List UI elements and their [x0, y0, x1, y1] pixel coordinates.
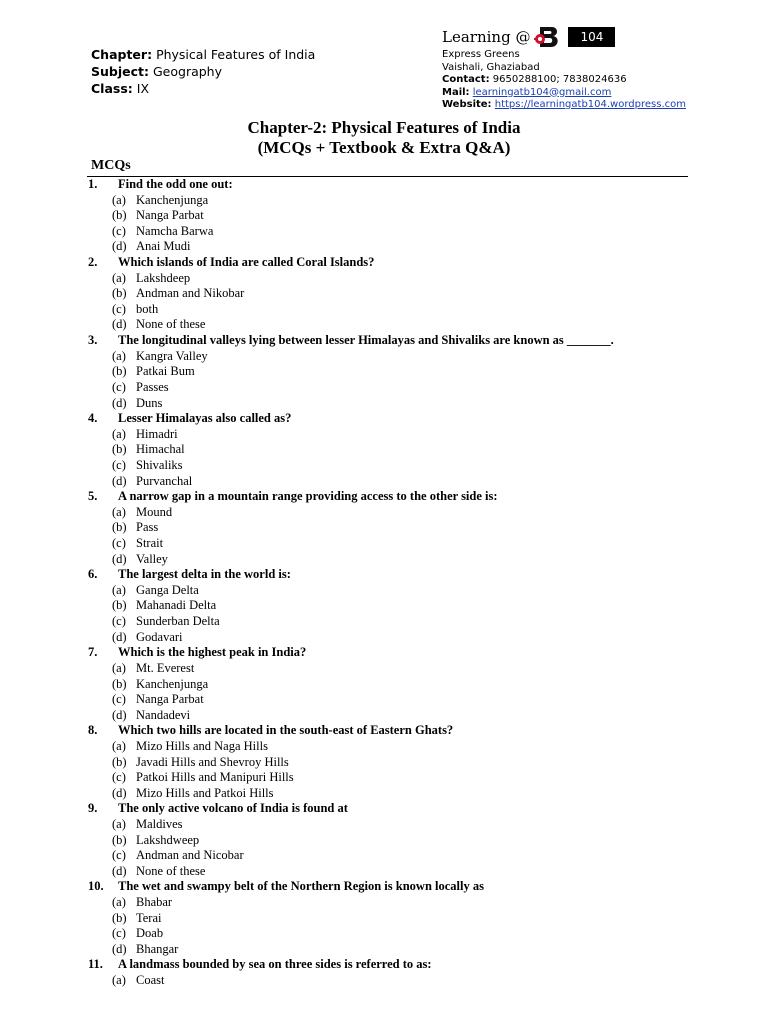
website-row	[442, 99, 686, 112]
question-text: A landmass bounded by sea on three sides is referred to as:	[118, 957, 432, 972]
question-text: The wet and swampy belt of the Northern Region is known locally as	[118, 879, 484, 894]
option-label: (a)	[112, 973, 126, 988]
option-label: (a)	[112, 426, 126, 441]
option-text: Himadri	[136, 426, 178, 441]
option-text: Pass	[136, 520, 159, 535]
option-label: (b)	[112, 520, 127, 535]
option-row	[88, 708, 688, 724]
option-label: (a)	[112, 895, 126, 910]
option-row	[88, 520, 688, 536]
option-label: (d)	[112, 395, 127, 410]
option-row	[88, 536, 688, 552]
option-row	[88, 661, 688, 677]
option-text: Andman and Nikobar	[136, 286, 245, 301]
option-text: Mahanadi Delta	[136, 598, 217, 613]
option-label: (d)	[112, 317, 127, 332]
title-line-1: Chapter-2: Physical Features of India	[247, 118, 521, 137]
option-row	[88, 770, 688, 786]
option-row	[88, 317, 688, 333]
contact-label: Contact:	[442, 74, 490, 85]
option-text: Godavari	[136, 629, 183, 644]
option-label: (d)	[112, 629, 127, 644]
option-text: None of these	[136, 863, 206, 878]
option-row	[88, 817, 688, 833]
question-row	[88, 177, 688, 193]
question-text: The largest delta in the world is:	[118, 567, 291, 582]
option-label: (d)	[112, 239, 127, 254]
question-row	[88, 411, 688, 427]
question-number: 10.	[88, 879, 104, 894]
option-text: Kanchenjunga	[136, 676, 209, 691]
option-row	[88, 552, 688, 568]
option-label: (a)	[112, 270, 126, 285]
option-text: Javadi Hills and Shevroy Hills	[136, 754, 289, 769]
option-text: Patkai Bum	[136, 364, 195, 379]
question-row	[88, 801, 688, 817]
option-text: Nanga Parbat	[136, 208, 204, 223]
option-label: (a)	[112, 504, 126, 519]
option-row	[88, 942, 688, 958]
question-number: 6.	[88, 567, 98, 582]
class-label: Class:	[91, 81, 133, 96]
option-row	[88, 442, 688, 458]
question-number: 8.	[88, 723, 98, 738]
option-text: Lakshdeep	[136, 270, 191, 285]
option-text: Passes	[136, 379, 169, 394]
question-row	[88, 489, 688, 505]
option-label: (c)	[112, 223, 126, 238]
option-row	[88, 427, 688, 443]
title-line-2: (MCQs + Textbook & Extra Q&A)	[257, 138, 511, 157]
class-value: IX	[136, 81, 150, 96]
question-row	[88, 333, 688, 349]
option-label: (b)	[112, 364, 127, 379]
question-number: 11.	[88, 957, 103, 972]
subject-label: Subject:	[91, 64, 149, 79]
question-text: Which islands of India are called Coral Islands?	[118, 255, 375, 270]
question-text: A narrow gap in a mountain range providing access to the other side is:	[118, 489, 498, 504]
option-row	[88, 786, 688, 802]
option-label: (b)	[112, 598, 127, 613]
option-label: (c)	[112, 379, 126, 394]
option-text: Patkoi Hills and Manipuri Hills	[136, 770, 294, 785]
option-text: Himachal	[136, 442, 185, 457]
website-label: Website:	[442, 99, 492, 110]
option-row	[88, 911, 688, 927]
option-text: Doab	[136, 926, 164, 941]
option-label: (c)	[112, 301, 126, 316]
mail-row	[442, 87, 686, 100]
mail-link[interactable]: learningatb104@gmail.com	[472, 86, 612, 98]
option-row	[88, 302, 688, 318]
option-row	[88, 224, 688, 240]
option-row	[88, 271, 688, 287]
option-text: Mizo Hills and Patkoi Hills	[136, 785, 274, 800]
option-text: Strait	[136, 536, 164, 551]
option-text: Bhabar	[136, 895, 173, 910]
question-row	[88, 255, 688, 271]
option-row	[88, 864, 688, 880]
question-number: 9.	[88, 801, 98, 816]
question-number: 3.	[88, 333, 98, 348]
question-text: The longitudinal valleys lying between lesser Himalayas and Shivaliks are known as _______.	[118, 333, 614, 348]
question-text: Find the odd one out:	[118, 177, 233, 191]
option-label: (c)	[112, 614, 126, 629]
question-row	[88, 879, 688, 895]
option-row	[88, 208, 688, 224]
option-text: Duns	[136, 395, 163, 410]
option-text: Anai Mudi	[136, 239, 191, 254]
option-label: (a)	[112, 660, 126, 675]
question-text: Lesser Himalayas also called as?	[118, 411, 292, 426]
question-row	[88, 567, 688, 583]
option-label: (b)	[112, 832, 127, 847]
option-row	[88, 614, 688, 630]
section-heading: MCQs	[91, 158, 131, 173]
b-logo-icon	[534, 25, 562, 49]
option-label: (d)	[112, 941, 127, 956]
option-text: Mizo Hills and Naga Hills	[136, 738, 268, 753]
chapter-info	[91, 46, 315, 97]
option-label: (a)	[112, 738, 126, 753]
option-text: Purvanchal	[136, 473, 193, 488]
question-number: 2.	[88, 255, 98, 270]
option-text: Coast	[136, 973, 165, 988]
option-row	[88, 692, 688, 708]
option-row	[88, 396, 688, 412]
question-number: 5.	[88, 489, 98, 504]
chapter-label: Chapter:	[91, 47, 153, 62]
option-text: Kangra Valley	[136, 348, 208, 363]
option-text: Valley	[136, 551, 168, 566]
option-label: (c)	[112, 926, 126, 941]
option-label: (d)	[112, 785, 127, 800]
option-text: Lakshdweep	[136, 832, 200, 847]
option-row	[88, 286, 688, 302]
option-label: (b)	[112, 208, 127, 223]
option-label: (d)	[112, 707, 127, 722]
option-text: Maldives	[136, 816, 183, 831]
option-row	[88, 739, 688, 755]
question-row	[88, 645, 688, 661]
option-label: (b)	[112, 286, 127, 301]
option-label: (b)	[112, 910, 127, 925]
option-text: Bhangar	[136, 941, 179, 956]
option-label: (c)	[112, 457, 126, 472]
option-label: (c)	[112, 536, 126, 551]
option-row	[88, 505, 688, 521]
option-text: Andman and Nicobar	[136, 848, 244, 863]
option-label: (b)	[112, 676, 127, 691]
contact-value: 9650288100; 7838024636	[492, 74, 627, 85]
option-row	[88, 973, 688, 989]
question-number: 7.	[88, 645, 98, 660]
question-row	[88, 723, 688, 739]
address-line-2: Vaishali, Ghaziabad	[442, 61, 540, 73]
address-block	[442, 49, 686, 112]
option-text: None of these	[136, 317, 206, 332]
option-label: (d)	[112, 863, 127, 878]
option-text: Shivaliks	[136, 457, 183, 472]
option-label: (d)	[112, 473, 127, 488]
option-label: (c)	[112, 770, 126, 785]
question-text: Which two hills are located in the south-east of Eastern Ghats?	[118, 723, 454, 738]
chapter-row	[91, 46, 315, 63]
question-row	[88, 957, 688, 973]
option-label: (b)	[112, 754, 127, 769]
option-label: (d)	[112, 551, 127, 566]
option-row	[88, 755, 688, 771]
option-row	[88, 474, 688, 490]
option-row	[88, 598, 688, 614]
option-text: Kanchenjunga	[136, 192, 209, 207]
option-label: (a)	[112, 582, 126, 597]
option-label: (a)	[112, 816, 126, 831]
class-row	[91, 80, 315, 97]
option-text: Terai	[136, 910, 162, 925]
question-text: The only active volcano of India is found at	[118, 801, 348, 816]
option-text: Sunderban Delta	[136, 614, 220, 629]
option-row	[88, 380, 688, 396]
option-label: (a)	[112, 192, 126, 207]
mail-label: Mail:	[442, 86, 470, 98]
option-row	[88, 833, 688, 849]
option-row	[88, 630, 688, 646]
option-row	[88, 239, 688, 255]
institute-header	[442, 26, 686, 112]
option-row	[88, 895, 688, 911]
option-text: Mt. Everest	[136, 660, 195, 675]
option-label: (c)	[112, 848, 126, 863]
chapter-value: Physical Features of India	[156, 47, 316, 62]
option-text: Nandadevi	[136, 707, 191, 722]
option-row	[88, 193, 688, 209]
brand-prefix: Learning @	[442, 28, 531, 46]
document-title	[0, 118, 768, 158]
option-row	[88, 349, 688, 365]
option-text: Ganga Delta	[136, 582, 199, 597]
address-line-1: Express Greens	[442, 49, 520, 60]
question-number: 4.	[88, 411, 98, 426]
option-text: Mound	[136, 504, 173, 519]
contact-row	[442, 74, 686, 87]
option-text: Namcha Barwa	[136, 223, 214, 238]
option-row	[88, 583, 688, 599]
option-row	[88, 848, 688, 864]
option-label: (a)	[112, 348, 126, 363]
brand-title	[442, 26, 686, 48]
question-text: Which is the highest peak in India?	[118, 645, 307, 660]
option-text: Nanga Parbat	[136, 692, 204, 707]
website-link[interactable]: https://learningatb104.wordpress.com	[494, 99, 686, 110]
subject-value: Geography	[152, 64, 222, 79]
option-row	[88, 458, 688, 474]
option-label: (b)	[112, 442, 127, 457]
option-row	[88, 364, 688, 380]
brand-badge: 104	[568, 27, 615, 47]
option-text: both	[136, 301, 159, 316]
option-row	[88, 926, 688, 942]
option-row	[88, 677, 688, 693]
subject-row	[91, 63, 315, 80]
option-label: (c)	[112, 692, 126, 707]
question-number: 1.	[88, 177, 98, 191]
question-list	[88, 177, 688, 989]
